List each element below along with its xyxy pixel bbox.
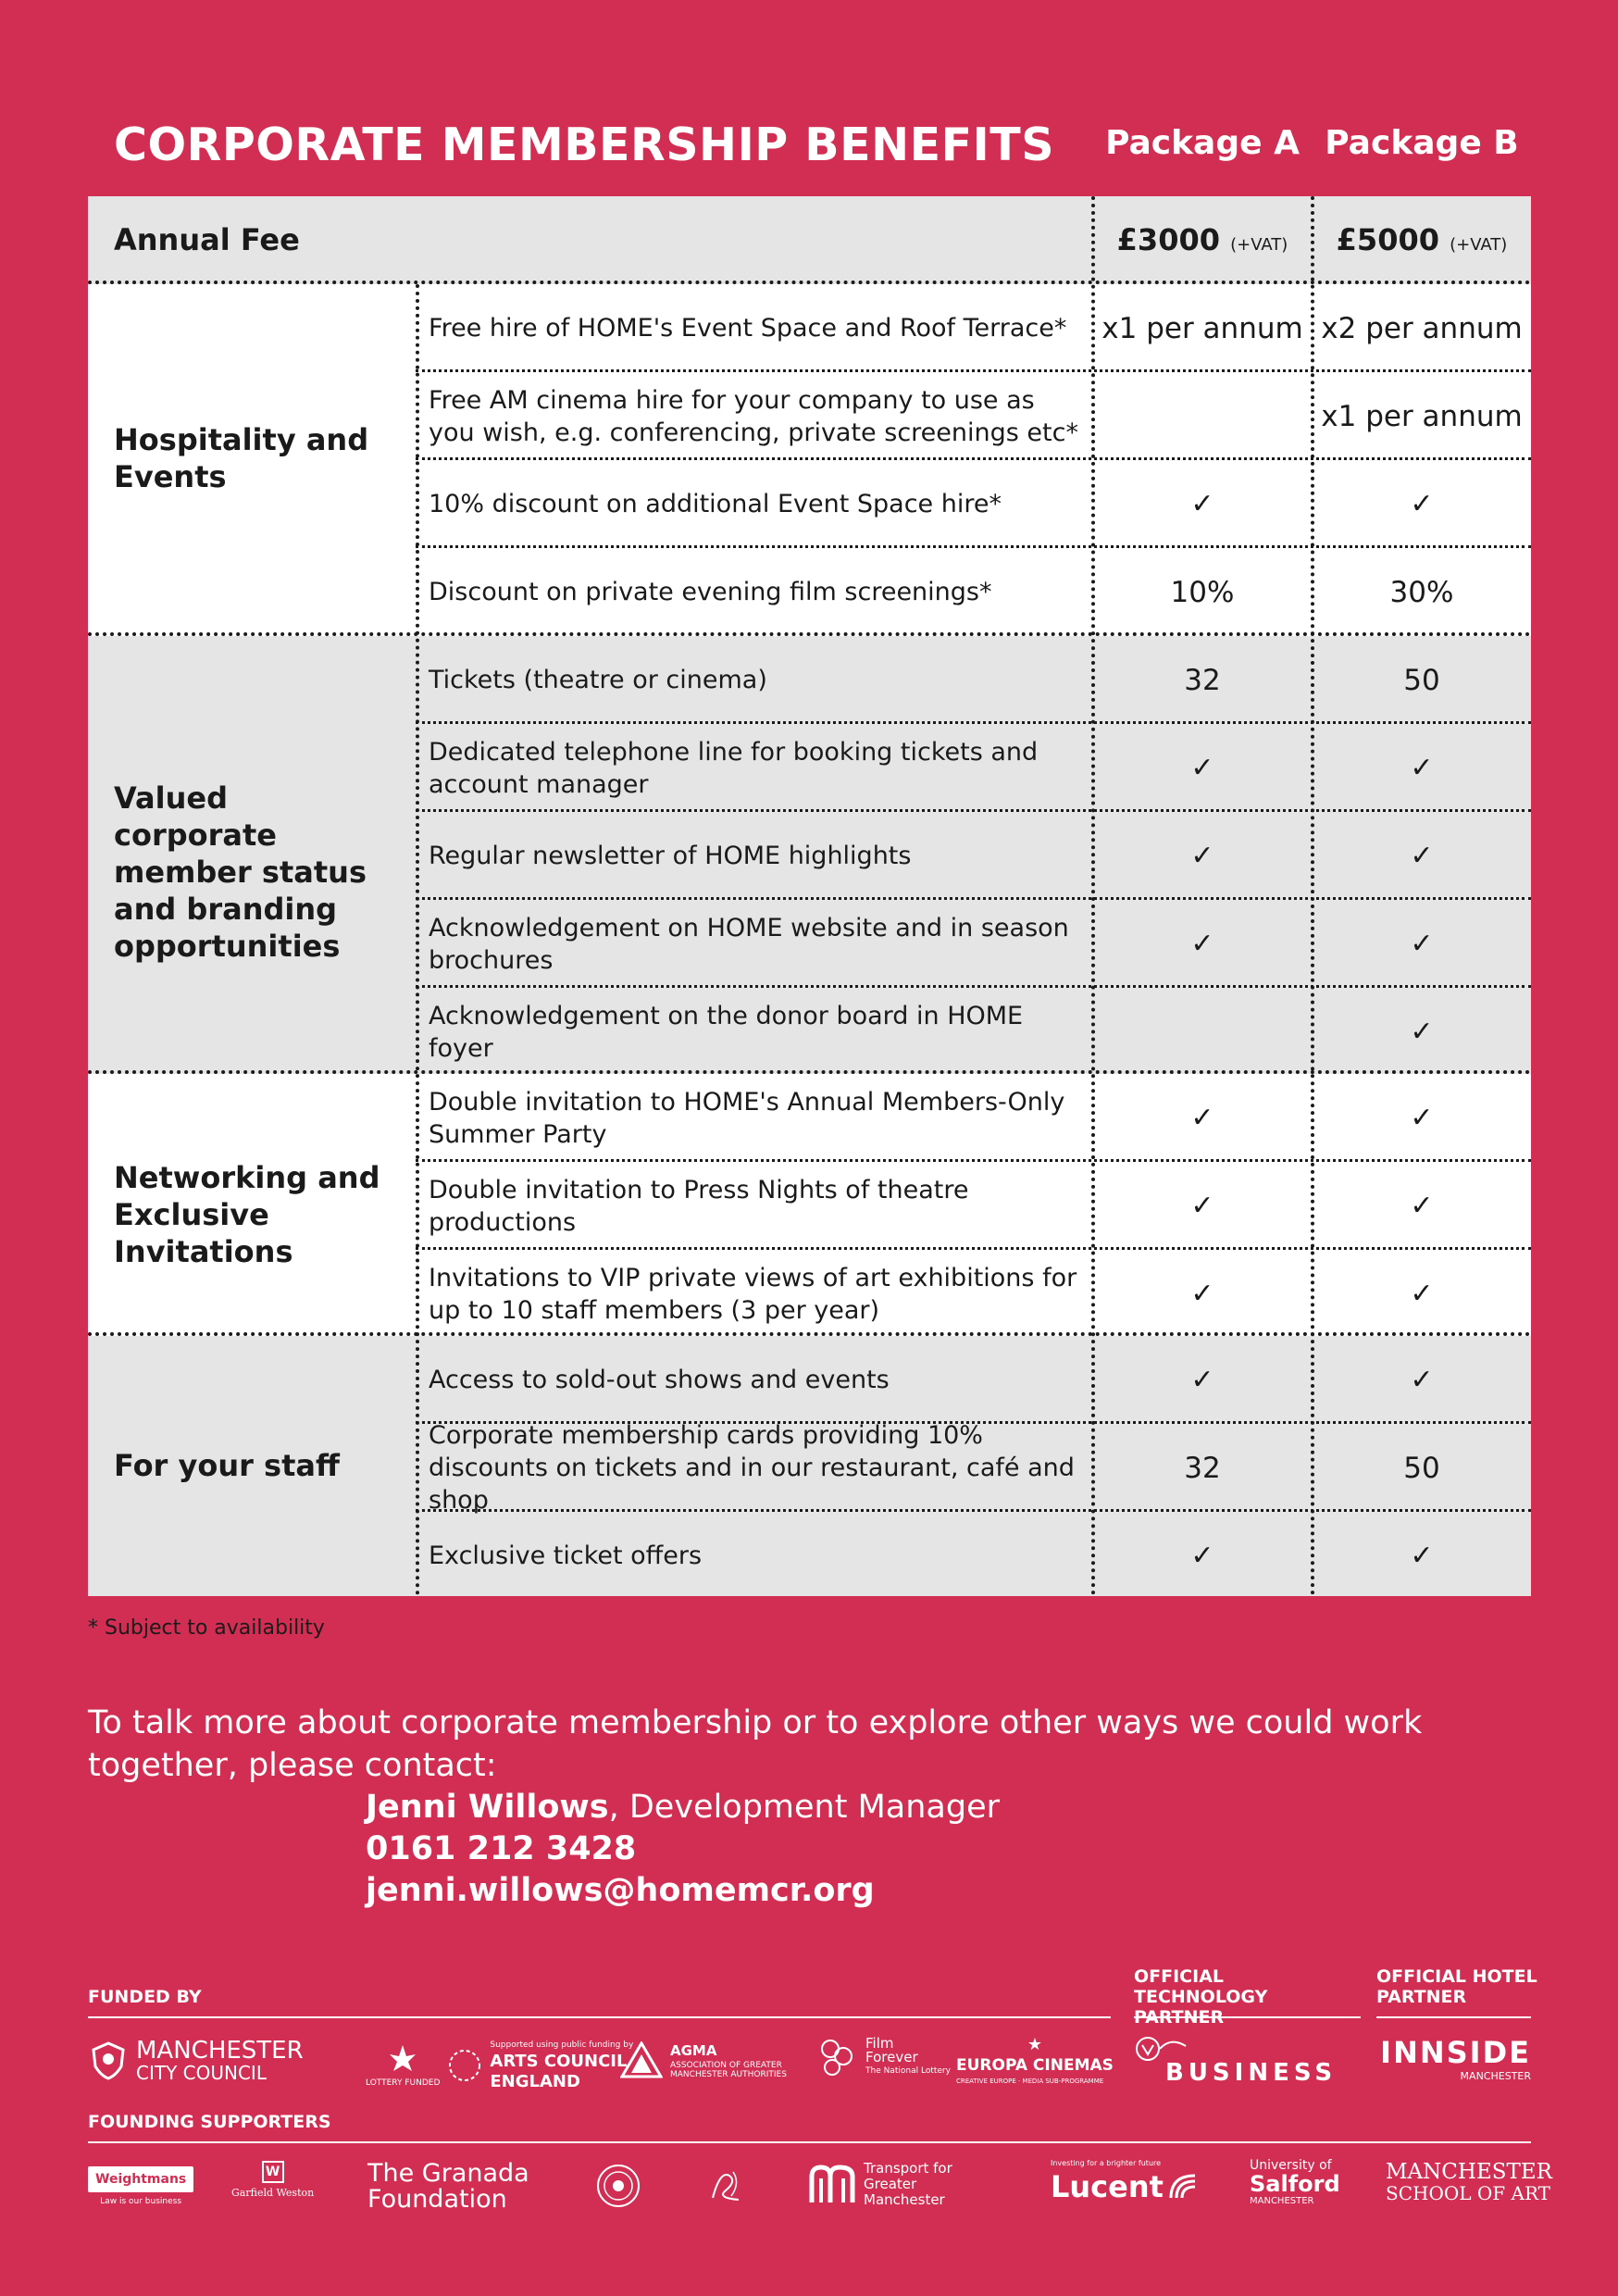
benefit-text: Free hire of HOME's Event Space and Roof Terrace* bbox=[429, 314, 1067, 343]
table-row bbox=[416, 900, 1531, 988]
benefit-text: Dedicated telephone line for booking tickets and account manager bbox=[429, 737, 1039, 799]
table-row bbox=[416, 1162, 1531, 1250]
column-divider bbox=[416, 284, 419, 1596]
value-package-a: ✓ bbox=[1190, 840, 1214, 872]
manchester-school-of-art-logo bbox=[1386, 2161, 1552, 2203]
contact-email[interactable]: jenni.willows@homemcr.org bbox=[366, 1872, 875, 1909]
benefit-text: Discount on private evening film screenings* bbox=[429, 578, 992, 606]
agma-line2: ASSOCIATION OF GREATER MANCHESTER AUTHORITIES bbox=[670, 2061, 787, 2079]
granada-line1: The Granada bbox=[367, 2159, 529, 2188]
arts-council-logo bbox=[366, 2039, 633, 2092]
salford-line3: MANCHESTER bbox=[1250, 2196, 1314, 2206]
divider bbox=[88, 2016, 1111, 2018]
bfi-logo bbox=[819, 2037, 951, 2078]
category-label: Valued corporate member status and branding opportunities bbox=[114, 780, 367, 964]
table-row bbox=[416, 1421, 1531, 1515]
virgin-business-text: BUSINESS bbox=[1165, 2059, 1338, 2087]
package-a-header: Package A bbox=[1105, 124, 1300, 162]
fee-a-vat: (+VAT) bbox=[1230, 235, 1288, 255]
value-package-a: ✓ bbox=[1190, 928, 1214, 960]
table-row bbox=[416, 988, 1531, 1076]
value-package-a: ✓ bbox=[1190, 488, 1214, 520]
value-package-b: ✓ bbox=[1410, 1190, 1434, 1222]
value-package-a: 32 bbox=[1184, 1451, 1221, 1485]
divider bbox=[1134, 2016, 1361, 2018]
table-row bbox=[416, 1074, 1531, 1162]
table-row bbox=[416, 548, 1531, 636]
bfi-icon bbox=[819, 2038, 858, 2077]
agma-line1: AGMA bbox=[670, 2042, 717, 2059]
group-staff bbox=[88, 1336, 1531, 1596]
benefit-text: Invitations to VIP private views of art exhibitions for up to 10 staff members (3 per year) bbox=[429, 1263, 1077, 1325]
benefit-text: 10% discount on additional Event Space hire* bbox=[429, 490, 1002, 518]
value-package-b: ✓ bbox=[1410, 1364, 1434, 1396]
benefit-text: Corporate membership cards providing 10% discounts on tickets and in our restaurant, café and shop bbox=[429, 1421, 1075, 1515]
salford-line2: Salford bbox=[1250, 2171, 1340, 2197]
innside-line1: INNSIDE bbox=[1380, 2035, 1531, 2070]
table-row bbox=[416, 1250, 1531, 1338]
value-package-b: ✓ bbox=[1410, 928, 1434, 960]
msa-line2: SCHOOL OF ART bbox=[1386, 2182, 1550, 2204]
lucent-tagline: Investing for a brighter future bbox=[1051, 2159, 1162, 2167]
benefit-text: Double invitation to HOME's Annual Members-Only Summer Party bbox=[429, 1087, 1065, 1149]
europa-line1: EUROPA CINEMAS bbox=[956, 2056, 1114, 2075]
bfi-line2: The National Lottery bbox=[865, 2066, 951, 2076]
benefit-text: Acknowledgement on HOME website and in season brochures bbox=[429, 913, 1069, 975]
value-package-a: ✓ bbox=[1190, 1278, 1214, 1310]
lottery-hand-icon bbox=[384, 2041, 421, 2073]
weightmans-line2: Law is our business bbox=[100, 2197, 182, 2206]
table-row bbox=[416, 372, 1531, 460]
value-package-a bbox=[1093, 372, 1312, 460]
table-row bbox=[416, 1512, 1531, 1600]
garfield-weston-logo bbox=[231, 2161, 314, 2200]
garfield-weston-text: Garfield Weston bbox=[231, 2187, 315, 2199]
category-label: Networking and Exclusive Invitations bbox=[114, 1160, 380, 1269]
fee-package-a bbox=[1093, 222, 1312, 257]
value-package-b: ✓ bbox=[1410, 1016, 1434, 1048]
salford-university-logo bbox=[1250, 2159, 1340, 2208]
granada-foundation-logo bbox=[367, 2161, 529, 2213]
value-package-b: ✓ bbox=[1410, 752, 1434, 784]
value-package-b: ✓ bbox=[1410, 1278, 1434, 1310]
agma-triangle-icon bbox=[620, 2041, 663, 2078]
benefit-text: Exclusive ticket offers bbox=[429, 1541, 703, 1570]
funded-by-label: FUNDED BY bbox=[88, 1987, 202, 2007]
hotel-partner-label: OFFICIAL HOTEL PARTNER bbox=[1376, 1966, 1537, 2007]
group-hospitality bbox=[88, 284, 1531, 636]
column-divider bbox=[1091, 196, 1095, 1596]
table-row bbox=[416, 812, 1531, 900]
europa-cinemas-logo bbox=[956, 2037, 1114, 2085]
benefits-table bbox=[88, 196, 1531, 1596]
divider bbox=[88, 2141, 1531, 2143]
seal-icon bbox=[595, 2163, 641, 2209]
annual-fee-label: Annual Fee bbox=[114, 222, 300, 257]
contact-phone[interactable]: 0161 212 3428 bbox=[366, 1830, 637, 1867]
tfgm-logo bbox=[808, 2161, 993, 2208]
value-package-b: ✓ bbox=[1410, 840, 1434, 872]
value-package-b: 30% bbox=[1389, 575, 1454, 609]
contact-block bbox=[366, 1787, 1000, 1912]
value-package-b: 50 bbox=[1403, 1451, 1440, 1485]
column-divider bbox=[1311, 196, 1314, 1596]
benefit-text: Access to sold-out shows and events bbox=[429, 1366, 890, 1394]
innside-line2: MANCHESTER bbox=[1460, 2070, 1531, 2082]
mcc-line2: CITY COUNCIL bbox=[136, 2062, 267, 2084]
msa-line1: MANCHESTER bbox=[1386, 2160, 1552, 2184]
value-package-b: ✓ bbox=[1410, 1540, 1434, 1572]
value-package-a: 10% bbox=[1170, 575, 1235, 609]
value-package-a: ✓ bbox=[1190, 1540, 1214, 1572]
lottery-label: LOTTERY FUNDED bbox=[366, 2078, 441, 2088]
europa-line2: CREATIVE EUROPE · MEDIA SUB-PROGRAMME bbox=[956, 2078, 1104, 2085]
value-package-a: ✓ bbox=[1190, 752, 1214, 784]
package-b-header: Package B bbox=[1325, 124, 1519, 162]
garfield-weston-mark-icon: W bbox=[262, 2161, 284, 2183]
arts-council-circle-icon bbox=[447, 2048, 482, 2083]
weightmans-line1: Weightmans bbox=[88, 2166, 193, 2192]
virgin-business-logo bbox=[1134, 2035, 1338, 2087]
annual-fee-row bbox=[88, 196, 1531, 284]
tfgm-m-icon bbox=[808, 2164, 856, 2206]
table-row bbox=[416, 724, 1531, 812]
fee-package-b bbox=[1313, 222, 1531, 257]
contact-intro: To talk more about corporate membership or to explore other ways we could work together, please contact: bbox=[88, 1704, 1423, 1784]
ace-line2: ENGLAND bbox=[490, 2072, 580, 2091]
supporter-seal-logo bbox=[595, 2163, 641, 2209]
benefit-text: Acknowledgement on the donor board in HOME foyer bbox=[429, 1001, 1024, 1063]
value-package-b: ✓ bbox=[1410, 1102, 1434, 1134]
value-package-a bbox=[1093, 988, 1312, 1076]
value-package-a: x1 per annum bbox=[1101, 311, 1303, 345]
agma-logo bbox=[620, 2040, 790, 2079]
value-package-b: x2 per annum bbox=[1321, 311, 1523, 345]
page-title: CORPORATE MEMBERSHIP BENEFITS bbox=[114, 119, 1054, 171]
manchester-city-council-logo bbox=[88, 2039, 304, 2083]
crest-icon bbox=[88, 2040, 129, 2081]
benefit-text: Free AM cinema hire for your company to use as you wish, e.g. conferencing, private screenings etc* bbox=[429, 385, 1078, 447]
benefit-text: Tickets (theatre or cinema) bbox=[429, 666, 767, 694]
table-row bbox=[416, 636, 1531, 724]
table-row bbox=[416, 460, 1531, 548]
group-valued-corporate bbox=[88, 636, 1531, 1074]
fee-b-vat: (+VAT) bbox=[1450, 235, 1508, 255]
tech-partner-label: OFFICIAL TECHNOLOGY PARTNER bbox=[1134, 1966, 1268, 2028]
group-networking bbox=[88, 1074, 1531, 1336]
innside-logo bbox=[1376, 2037, 1531, 2083]
contact-role: , Development Manager bbox=[608, 1789, 1001, 1826]
ace-line1: ARTS COUNCIL bbox=[490, 2052, 628, 2071]
benefit-text: Regular newsletter of HOME highlights bbox=[429, 842, 912, 870]
benefit-text: Double invitation to Press Nights of theatre productions bbox=[429, 1175, 969, 1237]
monogram-icon bbox=[703, 2163, 750, 2209]
value-package-a: 32 bbox=[1184, 663, 1221, 697]
weightmans-logo bbox=[88, 2166, 193, 2208]
supporter-monogram-logo bbox=[703, 2163, 750, 2209]
value-package-a: ✓ bbox=[1190, 1364, 1214, 1396]
category-label: Hospitality and Events bbox=[114, 422, 369, 494]
value-package-b: x1 per annum bbox=[1321, 399, 1523, 433]
contact-name: Jenni Willows bbox=[366, 1789, 609, 1826]
contact-name-line bbox=[366, 1787, 1000, 1828]
mcc-line1: MANCHESTER bbox=[136, 2037, 304, 2065]
ace-small-text: Supported using public funding by bbox=[490, 2040, 634, 2050]
bfi-line1: Film Forever bbox=[865, 2035, 918, 2065]
granada-line2: Foundation bbox=[367, 2185, 507, 2214]
lucent-text: Lucent bbox=[1051, 2169, 1164, 2204]
table-row bbox=[416, 284, 1531, 372]
fee-a-price: £3000 bbox=[1116, 222, 1220, 257]
table-row bbox=[416, 1336, 1531, 1424]
divider bbox=[1376, 2016, 1531, 2018]
value-package-b: 50 bbox=[1403, 663, 1440, 697]
lucent-arc-icon bbox=[1167, 2170, 1201, 2203]
star-icon: ★ bbox=[1027, 2035, 1043, 2054]
founding-supporters-label: FOUNDING SUPPORTERS bbox=[88, 2112, 331, 2132]
value-package-a: ✓ bbox=[1190, 1102, 1214, 1134]
salford-line1: University of bbox=[1250, 2158, 1332, 2173]
category-label: For your staff bbox=[114, 1448, 340, 1483]
value-package-b: ✓ bbox=[1410, 488, 1434, 520]
lucent-logo bbox=[1051, 2157, 1201, 2203]
footnote: * Subject to availability bbox=[88, 1616, 325, 1640]
value-package-a: ✓ bbox=[1190, 1190, 1214, 1222]
fee-b-price: £5000 bbox=[1336, 222, 1439, 257]
tfgm-text: Transport for Greater Manchester bbox=[864, 2160, 952, 2208]
